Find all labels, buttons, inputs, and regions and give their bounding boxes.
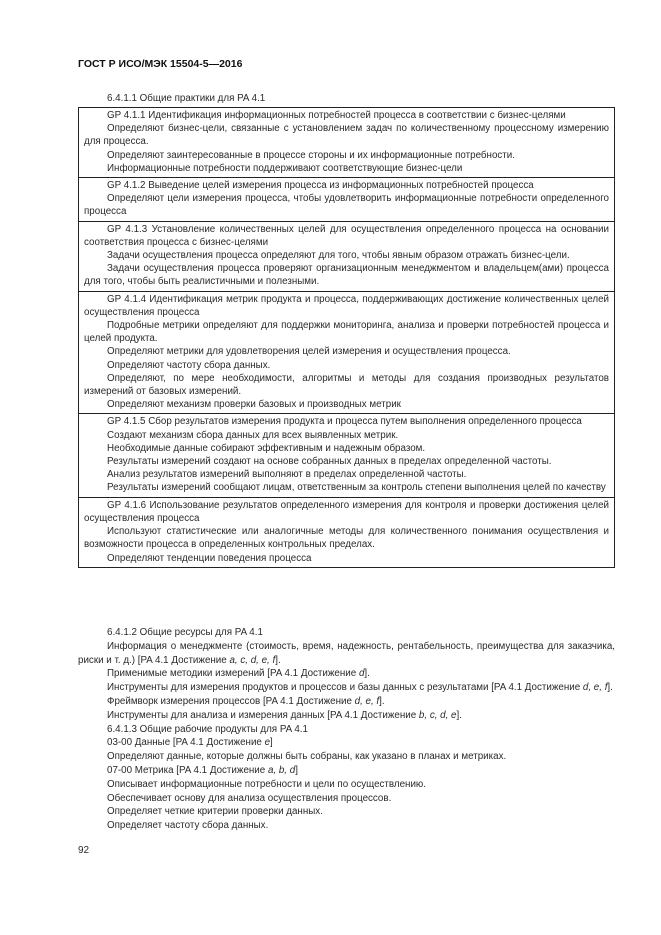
resource-item: Инструменты для измерения продуктов и процессов и базы данных с результатами [PA 4.1 Достижение d, e, f]. bbox=[107, 682, 613, 694]
resource-item: Инструменты для анализа и измерения данных [PA 4.1 Достижение b, c, d, e]. bbox=[107, 709, 462, 721]
gp-line: GP 4.1.4 Идентификация метрик продукта и процесса, поддерживающих достижение количественных целей осуществления процесса bbox=[84, 293, 609, 318]
generic-practices-table bbox=[78, 107, 615, 568]
section-title-6412: 6.4.1.2 Общие ресурсы для PA 4.1 bbox=[107, 627, 263, 638]
gp-block-4-1-2 bbox=[79, 177, 614, 221]
gp-block-4-1-3 bbox=[79, 221, 614, 291]
resource-item: Применимые методики измерений [PA 4.1 Достижение d]. bbox=[107, 668, 370, 680]
gp-line: Анализ результатов измерений выполняют в пределах определенной частоты. bbox=[107, 469, 467, 481]
gp-line: Информационные потребности поддерживают соответствующие бизнес-цели bbox=[107, 162, 463, 174]
gp-line: Определяют механизм проверки базовых и производных метрик bbox=[107, 399, 401, 411]
gp-line: GP 4.1.3 Установление количественных целей для осуществления определенного процесса на основании соответствия процесса с бизнес-целями bbox=[84, 223, 609, 248]
gp-line: Определяют метрики для удовлетворения целей измерения и осуществления процесса. bbox=[107, 346, 511, 358]
gp-line: Результаты измерений сообщают лицам, ответственным за контроль степени выполнения целей по качеству bbox=[107, 482, 606, 494]
resource-item: Информация о менеджменте (стоимость, время, надежность, рентабельность, преимущества для заказчика, риски и т. д.) [PA 4.1 Достижение a, c, d, e, f]. bbox=[78, 640, 615, 666]
gp-line: Задачи осуществления процесса проверяют организационным менеджментом и владельцем(ами) процесса для того, чтобы быть реалистичными и полезными. bbox=[84, 263, 609, 288]
gp-line: Результаты измерений создают на основе собранных данных в пределах определенной частоты. bbox=[107, 456, 552, 468]
gp-line: Определяют, по мере необходимости, алгоритмы и методы для создания производных результатов измерений от базовых измерений. bbox=[84, 372, 609, 398]
gp-block-4-1-1 bbox=[79, 108, 614, 177]
gp-line: Используют статистические или аналогичные методы для количественного понимания осуществления и возможности процесса в определенных контрольных пределах. bbox=[84, 526, 609, 551]
work-product-desc: Описывает информационные потребности и цели по осуществлению. bbox=[107, 778, 426, 790]
gp-line: Подробные метрики определяют для поддержки мониторинга, анализа и проверки потребностей процесса и целей продукта. bbox=[84, 320, 609, 345]
gp-line: GP 4.1.2 Выведение целей измерения процесса из информационных потребностей процесса bbox=[107, 180, 534, 192]
gp-line: GP 4.1.5 Сбор результатов измерения продукта и процесса путем выполнения определенного процесса bbox=[107, 416, 582, 428]
work-product-desc: Определяет частоту сбора данных. bbox=[107, 820, 269, 832]
work-product-desc: Определяют данные, которые должны быть собраны, как указано в планах и метриках. bbox=[107, 751, 507, 763]
section-title-6413: 6.4.1.3 Общие рабочие продукты для PA 4.1 bbox=[107, 723, 308, 735]
section-title-6411: 6.4.1.1 Общие практики для PA 4.1 bbox=[107, 93, 266, 104]
gp-line: GP 4.1.6 Использование результатов определенного измерения для контроля и проверки достижения целей осуществления процесса bbox=[84, 499, 609, 524]
resource-item: Фреймворк измерения процессов [PA 4.1 Достижение d, e, f]. bbox=[107, 695, 385, 707]
work-product-item: 07-00 Метрика [PA 4.1 Достижение a, b, d] bbox=[107, 764, 298, 776]
gp-line: Определяют цели измерения процесса, чтобы удовлетворить информационные потребности определенного процесса bbox=[84, 193, 609, 218]
gp-line: Необходимые данные собирают эффективным и надежным образом. bbox=[107, 442, 426, 454]
gp-line: Создают механизм сбора данных для всех выявленных метрик. bbox=[107, 429, 399, 441]
work-product-desc: Определяет четкие критерии проверки данных. bbox=[107, 806, 323, 818]
gp-line: Задачи осуществления процесса определяют для того, чтобы явным образом отражать бизнес-цели. bbox=[107, 250, 570, 262]
gp-line: Определяют тенденции поведения процесса bbox=[107, 552, 312, 564]
gp-line: GP 4.1.1 Идентификация информационных потребностей процесса в соответствии с бизнес-целями bbox=[107, 110, 566, 121]
work-product-desc: Обеспечивает основу для анализа осуществления процессов. bbox=[107, 792, 392, 804]
document-header: ГОСТ Р ИСО/МЭК 15504-5—2016 bbox=[78, 58, 243, 70]
work-product-item: 03-00 Данные [PA 4.1 Достижение e] bbox=[107, 737, 273, 749]
resources-and-work-products bbox=[78, 626, 615, 833]
gp-line: Определяют частоту сбора данных. bbox=[107, 359, 271, 371]
gp-block-4-1-4 bbox=[79, 291, 614, 414]
gp-block-4-1-5 bbox=[79, 413, 614, 496]
page-number: 92 bbox=[78, 845, 90, 856]
gp-block-4-1-6 bbox=[79, 497, 614, 567]
gp-line: Определяют бизнес-цели, связанные с установлением задач по количественному процессному измерению для процесса. bbox=[84, 123, 609, 148]
gp-line: Определяют заинтересованные в процессе стороны и их информационные потребности. bbox=[107, 149, 515, 161]
